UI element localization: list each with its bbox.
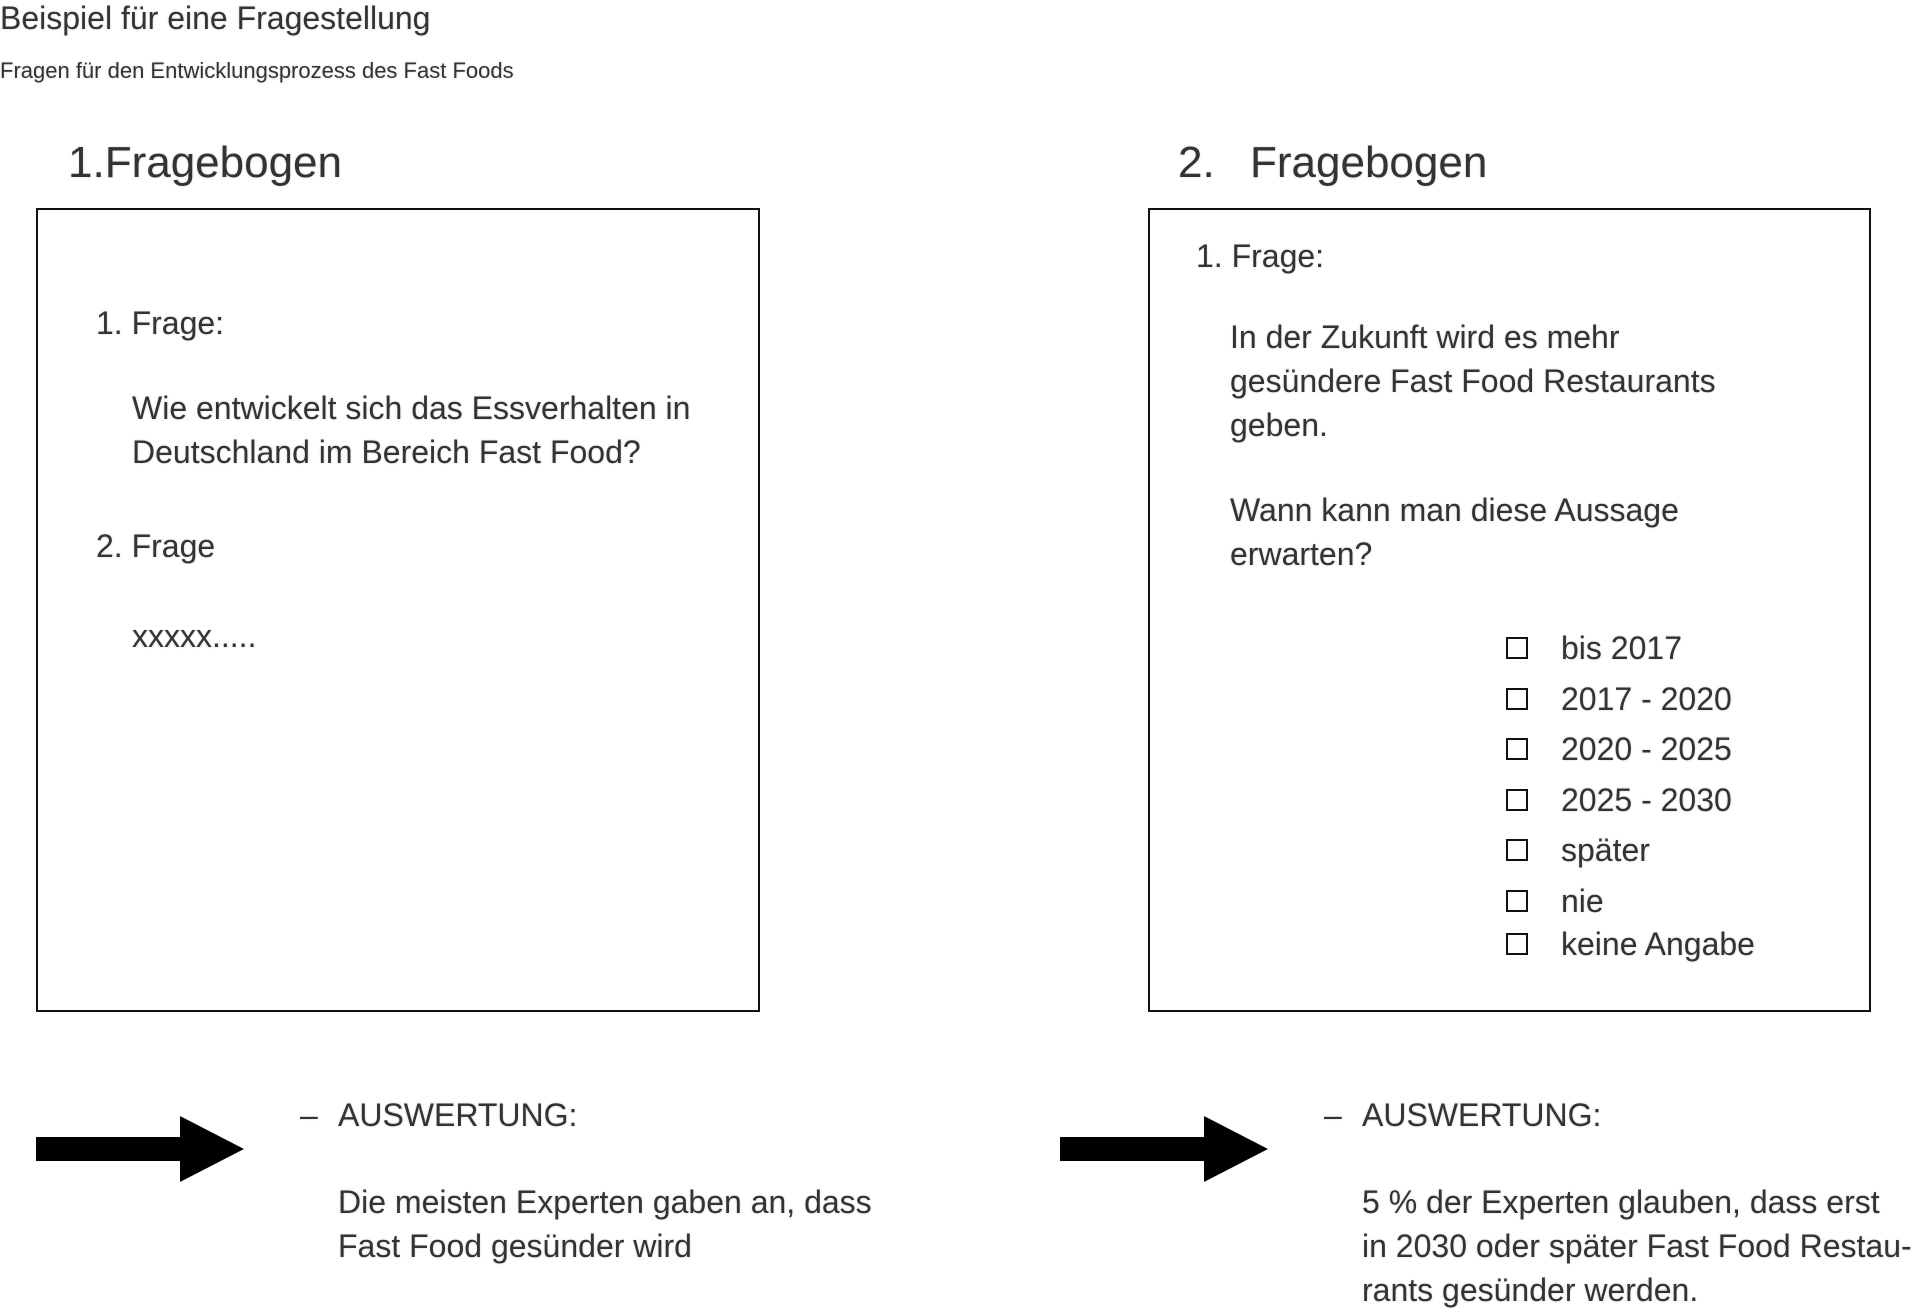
option-label: nie xyxy=(1561,882,1604,919)
survey-2-question-1-label: 1. Frage: xyxy=(1196,238,1325,274)
right-arrow-icon xyxy=(36,1116,246,1182)
option-label: bis 2017 xyxy=(1561,629,1682,666)
survey-1-question-1-label: 1. Frage: xyxy=(96,305,225,341)
evaluation-2-dash: – xyxy=(1324,1097,1342,1133)
checkbox[interactable] xyxy=(1506,933,1528,955)
checkbox[interactable] xyxy=(1506,688,1528,710)
survey-2-options xyxy=(1506,210,1806,1010)
evaluation-2-heading: AUSWERTUNG: xyxy=(1362,1097,1602,1133)
evaluation-1-line: Die meisten Experten gaben an, dass xyxy=(338,1184,872,1220)
evaluation-2-text xyxy=(1362,1180,1912,1312)
option-2025-2030[interactable] xyxy=(1506,778,1732,822)
page-subtitle: Fragen für den Entwicklungsprozess des Fast Foods xyxy=(0,58,514,83)
survey-1-question-1-text xyxy=(132,386,690,474)
survey-2-box xyxy=(1148,208,1871,1012)
option-label: 2025 - 2030 xyxy=(1561,781,1732,818)
survey-2-statement-line: geben. xyxy=(1230,407,1328,443)
evaluation-2-line: 5 % der Experten glauben, dass erst xyxy=(1362,1184,1880,1220)
option-nie[interactable] xyxy=(1506,879,1604,923)
option-keine-angabe[interactable] xyxy=(1506,922,1755,966)
right-arrow-icon xyxy=(1060,1116,1270,1182)
survey-2-title-number: 2. xyxy=(1178,138,1215,187)
checkbox[interactable] xyxy=(1506,789,1528,811)
evaluation-1-text xyxy=(338,1180,872,1268)
survey-2-title: Fragebogen xyxy=(1250,138,1488,187)
checkbox[interactable] xyxy=(1506,890,1528,912)
survey-2-question-line: erwarten? xyxy=(1230,536,1373,572)
page-title: Beispiel für eine Fragestellung xyxy=(0,0,431,36)
survey-2-statement-line: gesündere Fast Food Restaurants xyxy=(1230,363,1716,399)
survey-1-box xyxy=(36,208,760,1012)
option-label: 2020 - 2025 xyxy=(1561,730,1732,767)
checkbox[interactable] xyxy=(1506,839,1528,861)
survey-2-question-line: Wann kann man diese Aussage xyxy=(1230,492,1679,528)
survey-1-question-1-line: Deutschland im Bereich Fast Food? xyxy=(132,434,641,470)
option-label: 2017 - 2020 xyxy=(1561,680,1732,717)
survey-1-question-2-label: 2. Frage xyxy=(96,528,216,564)
survey-1-title: 1.Fragebogen xyxy=(68,138,342,187)
survey-2-statement-line: In der Zukunft wird es mehr xyxy=(1230,319,1620,355)
evaluation-1-heading: AUSWERTUNG: xyxy=(338,1097,578,1133)
option-2017-2020[interactable] xyxy=(1506,677,1732,721)
evaluation-2-line: in 2030 oder später Fast Food Restau- xyxy=(1362,1228,1912,1264)
evaluation-1-line: Fast Food gesünder wird xyxy=(338,1228,692,1264)
survey-1-question-1-line: Wie entwickelt sich das Essverhalten in xyxy=(132,390,691,426)
option-2020-2025[interactable] xyxy=(1506,727,1732,771)
option-spaeter[interactable] xyxy=(1506,828,1650,872)
checkbox[interactable] xyxy=(1506,637,1528,659)
option-bis-2017[interactable] xyxy=(1506,626,1682,670)
evaluation-2-line: rants gesünder werden. xyxy=(1362,1272,1699,1308)
evaluation-1-dash: – xyxy=(300,1097,318,1133)
survey-1-question-2-text: xxxxx..... xyxy=(132,618,257,654)
option-label: später xyxy=(1561,831,1650,868)
checkbox[interactable] xyxy=(1506,738,1528,760)
option-label: keine Angabe xyxy=(1561,925,1755,962)
